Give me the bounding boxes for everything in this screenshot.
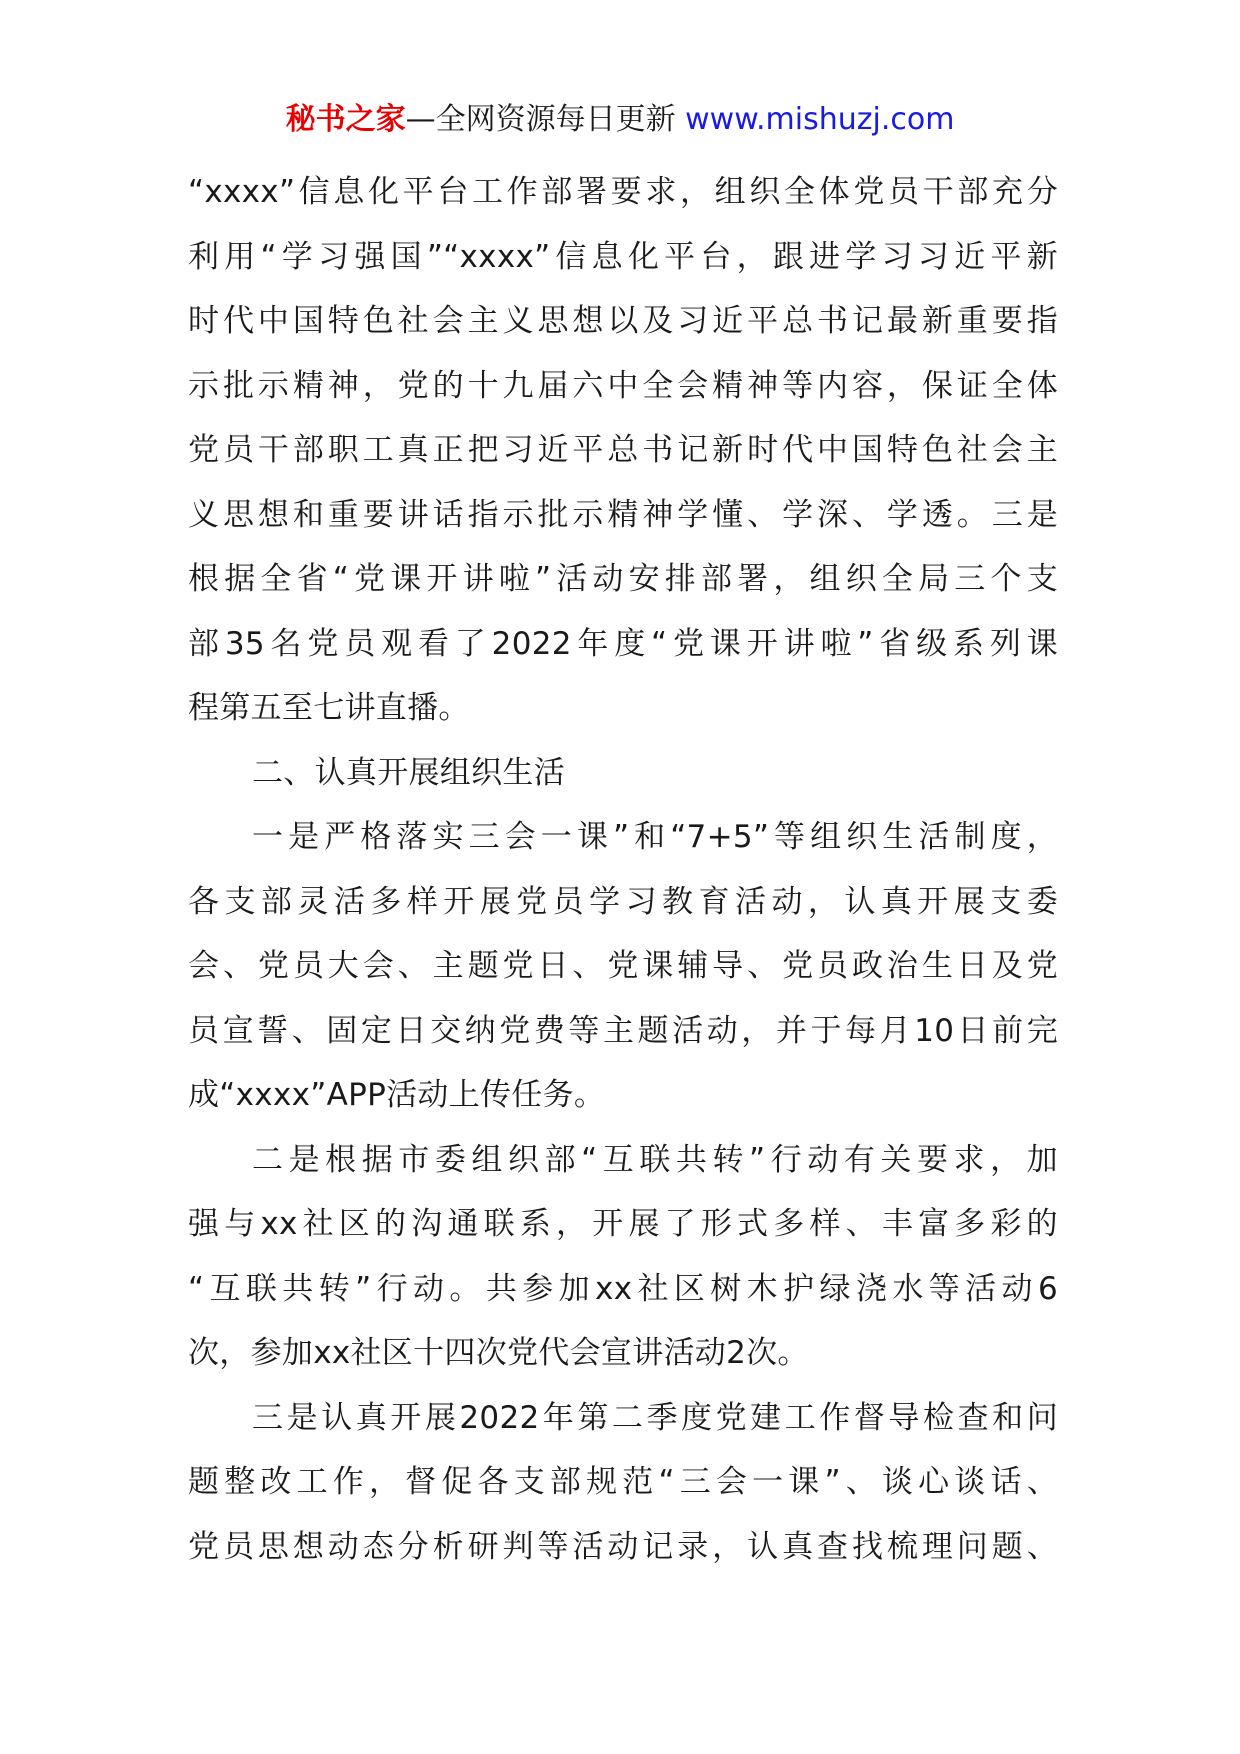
paragraph-line: 时代中国特色社会主义思想以及习近平总书记最新重要指 — [188, 303, 1058, 339]
paragraph-line: 题整改工作，督促各支部规范“三会一课”、谈心谈话、 — [188, 1464, 1058, 1500]
paragraph-line: “xxxx”信息化平台工作部署要求，组织全体党员干部充分 — [188, 174, 1058, 210]
paragraph-line: 部35名党员观看了2022年度“党课开讲啦”省级系列课 — [188, 625, 1058, 662]
site-url-link[interactable]: www.mishuzj.com — [685, 102, 955, 137]
paragraph-line: 一是严格落实三会一课”和“7+5”等组织生活制度， — [252, 819, 1058, 855]
paragraph-line: 成“xxxx”APP活动上传任务。 — [188, 1077, 606, 1113]
paragraph-line: 次，参加xx社区十四次党代会宣讲活动2次。 — [188, 1335, 809, 1371]
paragraph-line: 义思想和重要讲话指示批示精神学懂、学深、学透。三是 — [188, 496, 1058, 533]
paragraph-line: 党员思想动态分析研判等活动记录，认真查找梳理问题、 — [188, 1528, 1058, 1565]
paragraph-line: 党员干部职工真正把习近平总书记新时代中国特色社会主 — [188, 432, 1058, 468]
header-tagline: —全网资源每日更新 — [405, 102, 676, 137]
brand-name: 秘书之家 — [285, 102, 406, 137]
paragraph-line: 根据全省“党课开讲啦”活动安排部署，组织全局三个支 — [188, 561, 1058, 597]
paragraph-line: 员宣誓、固定日交纳党费等主题活动，并于每月10日前完 — [188, 1012, 1058, 1049]
site-header — [0, 100, 1240, 140]
document-body — [188, 160, 1058, 1579]
paragraph-line: 三是认真开展2022年第二季度党建工作督导检查和问 — [252, 1399, 1058, 1436]
paragraph-line: 程第五至七讲直播。 — [188, 690, 470, 726]
paragraph-line: 二是根据市委组织部“互联共转”行动有关要求，加 — [252, 1141, 1058, 1178]
paragraph-line: 示批示精神，党的十九届六中全会精神等内容，保证全体 — [188, 367, 1058, 404]
paragraph-line: 会、党员大会、主题党日、党课辅导、党员政治生日及党 — [188, 948, 1058, 984]
paragraph-line: 各支部灵活多样开展党员学习教育活动，认真开展支委 — [188, 883, 1058, 920]
paragraph-line: “互联共转”行动。共参加xx社区树木护绿浇水等活动6 — [188, 1270, 1058, 1307]
paragraph-line: 强与xx社区的沟通联系，开展了形式多样、丰富多彩的 — [188, 1206, 1058, 1242]
section-heading: 二、认真开展组织生活 — [252, 754, 565, 791]
paragraph-line: 利用“学习强国”“xxxx”信息化平台，跟进学习习近平新 — [188, 238, 1058, 275]
